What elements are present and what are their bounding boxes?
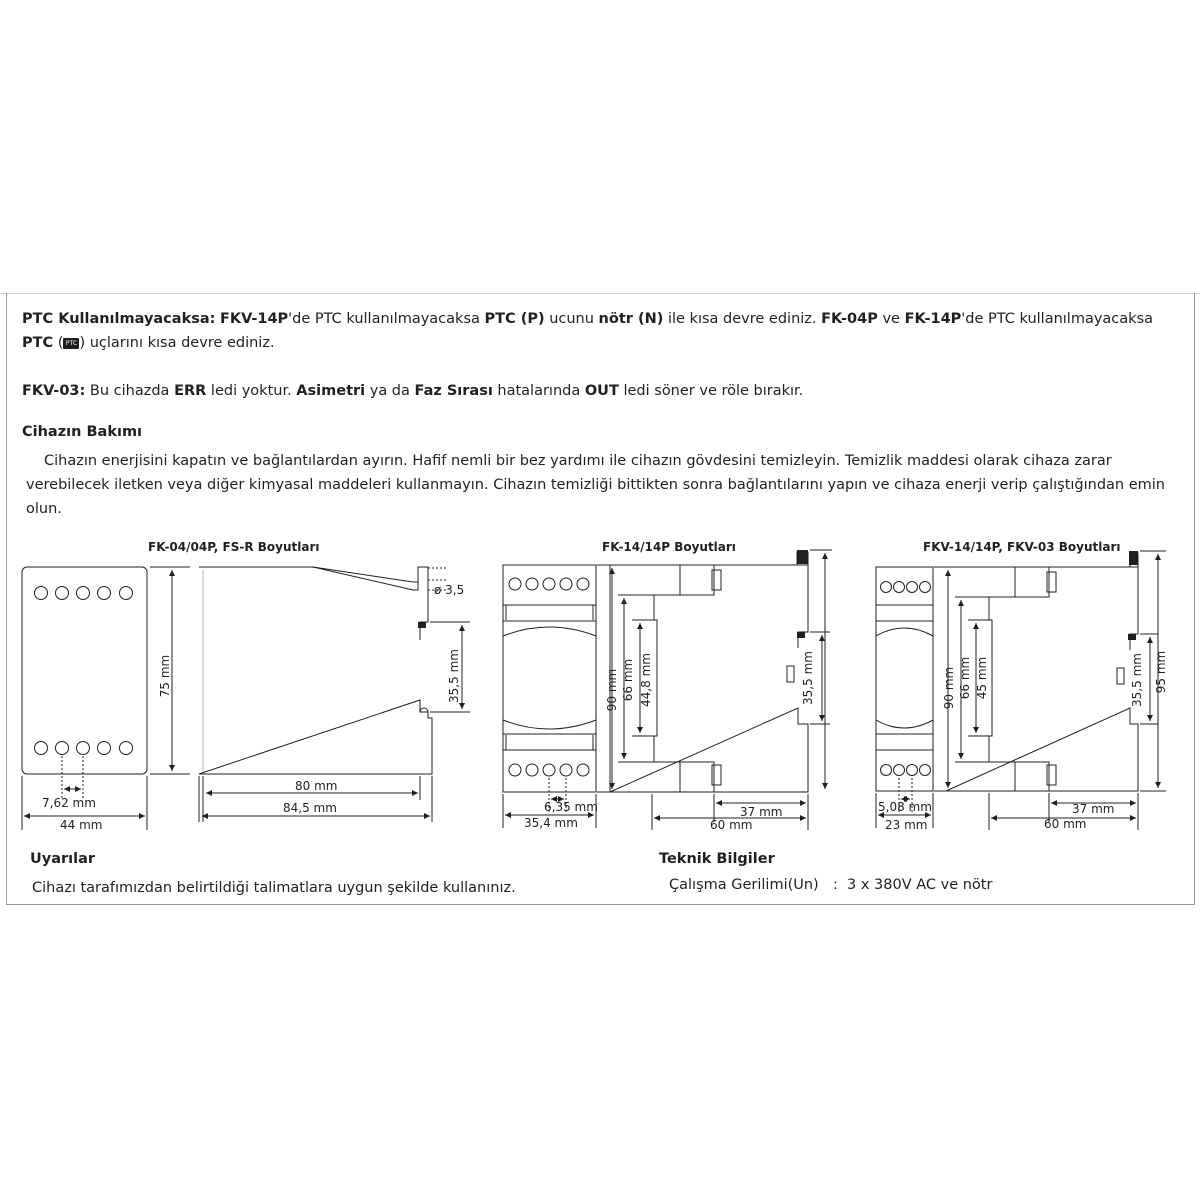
fkv14-h90-label: 90 mm (942, 666, 956, 710)
voltage-label: Çalışma Gerilimi(Un) (669, 877, 819, 893)
fkv14-d37-label: 37 mm (1072, 802, 1115, 816)
fk14-title: FK-14/14P Boyutları (602, 540, 736, 554)
fk14-d60-label: 60 mm (710, 818, 753, 832)
fk04-width-label: 44 mm (60, 818, 103, 832)
ptc-paragraph-line-2: PTC ( PTC ) uçlarını kısa devre ediniz. (22, 335, 275, 351)
fk14-h448-label: 44,8 mm (639, 653, 653, 707)
fkv14-d60-label: 60 mm (1044, 817, 1087, 831)
fkv03-text-2: ledi yoktur. (210, 383, 292, 399)
fk04-height-label: 75 mm (158, 654, 172, 698)
warnings-heading: Uyarılar (30, 851, 96, 867)
ptc-terminal-icon: PTC (63, 338, 79, 349)
fk04-depth-b-label: 84,5 mm (283, 801, 337, 815)
model-fk04p: FK-04P (821, 311, 878, 327)
fkv14-width-label: 23 mm (885, 818, 928, 832)
maintenance-body: Cihazın enerjisini kapatın ve bağlantılardan ayırın. Hafif nemli bir bez yardımı ile cihazın gövdesini temizleyin. Temizlik maddesi olarak cihaza zarar verebilecek iletken veya diğer kimyasal maddeleri kullanmayın. Cihazın temizliği bittikten sonra bağlantılarını yapın ve cihaza enerji verip çalıştığından emin olun. (26, 453, 1166, 517)
fkv03-text-5: ledi söner ve röle bırakır. (623, 383, 804, 399)
err-led: ERR (174, 383, 207, 399)
fk14-rail-label: 35,5 mm (801, 651, 815, 705)
fk14-d37-label: 37 mm (740, 805, 783, 819)
out-led: OUT (584, 383, 619, 399)
asimetri-term: Asimetri (296, 383, 366, 399)
ptc-text-5: 'de PTC kullanılmayacaksa (961, 311, 1154, 327)
technical-row-voltage (669, 877, 992, 893)
fk14-pitch-label: 6,35 mm (544, 800, 598, 814)
model-fk14p: FK-14P (904, 311, 962, 327)
fkv14-pitch-label: 5,08 mm (878, 800, 932, 814)
fk14-front-view (503, 565, 596, 792)
model-fkv14p: FKV-14P (220, 311, 289, 327)
fkv14-h66-label: 66 mm (958, 656, 972, 700)
fkv14-title: FKV-14/14P, FKV-03 Boyutları (923, 540, 1121, 554)
voltage-value: 3 x 380V AC ve nötr (847, 877, 993, 893)
ptc-text-2: ucunu (549, 311, 594, 327)
fk04-depth-a-label: 80 mm (295, 779, 338, 793)
ptc-text-1: 'de PTC kullanılmayacaksa (288, 311, 480, 327)
fkv03-text-3: ya da (369, 383, 410, 399)
fkv14-rail-label: 35,5 mm (1130, 653, 1144, 707)
fk04-front-view (22, 567, 147, 774)
warnings-text: Cihazı tarafımızdan belirtildiği talimatlara uygun şekilde kullanınız. (32, 880, 516, 896)
fk14-h90-label: 90 mm (605, 668, 619, 712)
technical-heading: Teknik Bilgiler (659, 851, 775, 867)
ptc-text-4: ve (882, 311, 900, 327)
fkv14-front-view (876, 567, 933, 791)
fkv14-h95-label: 95 mm (1154, 650, 1168, 694)
maintenance-heading: Cihazın Bakımı (22, 424, 143, 440)
fk04-title: FK-04/04P, FS-R Boyutları (148, 540, 320, 554)
fk14-h66-label: 66 mm (621, 658, 635, 702)
fkv14-h45-label: 45 mm (975, 656, 989, 700)
fkv03-label: FKV-03: (22, 383, 86, 399)
ptc-text-3: ile kısa devre ediniz. (667, 311, 817, 327)
fkv03-text-1: Bu cihazda (89, 383, 170, 399)
faz-sirasi-term: Faz Sırası (414, 383, 493, 399)
fk04-hole-label: ø 3,5 (434, 583, 465, 597)
ptc-text-6: ) uçlarını kısa devre ediniz. (79, 335, 275, 351)
ptc-p-term: PTC (P) (484, 311, 545, 327)
voltage-separator: : (833, 877, 838, 893)
ptc-term: PTC (22, 335, 54, 351)
ptc-label: PTC Kullanılmayacaksa: (22, 311, 216, 327)
fk04-rail-label: 35,5 mm (447, 649, 461, 703)
fk14-width-label: 35,4 mm (524, 816, 578, 830)
fkv03-text-4: hatalarında (497, 383, 581, 399)
notr-n-term: nötr (N) (598, 311, 664, 327)
fk04-pitch-label: 7,62 mm (42, 796, 96, 810)
fk04-side-view (199, 567, 446, 774)
